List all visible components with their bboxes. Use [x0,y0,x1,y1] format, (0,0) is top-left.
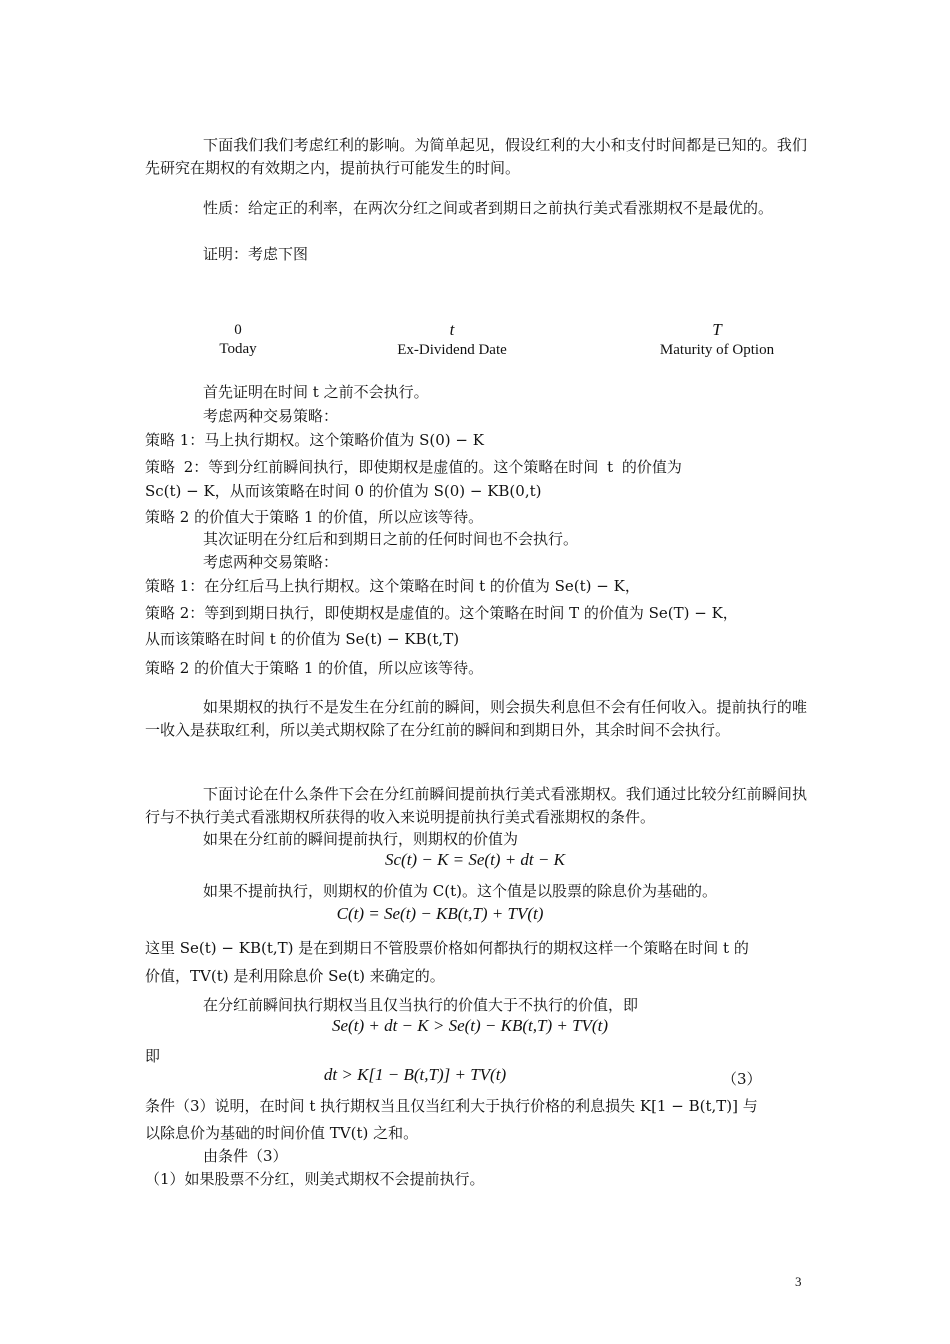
condition-line-b: 以除息价为基础的时间价值 TV(t) 之和。 [145,1124,419,1142]
equation-3: Se(t) + dt − K > Se(t) − KB(t,T) + TV(t) [332,1016,608,1035]
part2-strategy1: 策略 1：在分红后马上执行期权。这个策略在时间 t 的价值为 Se(t) − K， [145,577,640,595]
part2-strategy2a: 策略 2：等到到期日执行，即使期权是虚值的。这个策略在时间 T 的价值为 Se(T) − K， [145,604,738,622]
timeline-point-0: 0 Today [219,322,257,357]
part2-conclusion: 策略 2 的价值大于策略 1 的价值，所以应该等待。 [145,659,484,677]
part2-line2: 考虑两种交易策略： [203,553,339,571]
part1-strategy2a: 策略 2：等到分红前瞬间执行，即使期权是虚值的。这个策略在时间 t 的价值为 [145,458,682,476]
no-early-line: 如果不提前执行，则期权的价值为 C(t)。这个值是以股票的除息价为基础的。 [203,882,717,900]
part1-line2: 考虑两种交易策略： [203,407,339,425]
loss-paragraph: 如果期权的执行不是发生在分红前的瞬间，则会损失利息但不会有任何收入。提前执行的唯一收入是获取红利，所以美式期权除了在分红前的瞬间和到期日外，其余时间不会执行。 [145,698,807,739]
part1-conclusion: 策略 2 的价值大于策略 1 的价值，所以应该等待。 [145,508,484,526]
equation-4-number: （3） [722,1070,762,1088]
item-1: （1）如果股票不分红，则美式期权不会提前执行。 [145,1170,485,1188]
equation-1: Sc(t) − K = Se(t) + dt − K [385,850,565,869]
by-condition-line: 由条件（3） [203,1147,288,1165]
part1-line1: 首先证明在时间 t 之前不会执行。 [203,383,429,401]
equation-2: C(t) = Se(t) − KB(t,T) + TV(t) [336,904,544,923]
where-line-b: 价值，TV(t) 是利用除息价 Se(t) 来确定的。 [145,967,445,985]
equation-4: dt > K[1 − B(t,T)] + TV(t) [323,1065,507,1084]
early-exercise-line: 如果在分红前的瞬间提前执行，则期权的价值为 [203,830,519,848]
intro-paragraph: 下面我们我们考虑红利的影响。为简单起见，假设红利的大小和支付时间都是已知的。我们先研究在期权的有效期之内，提前执行可能发生的时间。 [145,136,807,177]
proof-line: 证明：考虑下图 [203,245,309,263]
part1-strategy2b: Sc(t) − K，从而该策略在时间 0 的价值为 S(0) − KB(0,t) [145,482,542,500]
part2-strategy2b: 从而该策略在时间 t 的价值为 Se(t) − KB(t,T) [145,630,460,648]
ji-line: 即 [145,1047,161,1065]
iff-line: 在分红前瞬间执行期权当且仅当执行的价值大于不执行的价值，即 [203,996,639,1014]
timeline-point-T: T Maturity of Option [659,320,775,358]
condition-paragraph: 下面讨论在什么条件下会在分红前瞬间提前执行美式看涨期权。我们通过比较分红前瞬间执行与不执行美式看涨期权所获得的收入来说明提前执行美式看涨期权的条件。 [145,785,807,826]
where-line-a: 这里 Se(t) − KB(t,T) 是在到期日不管股票价格如何都执行的期权这样一个策略在时间 t 的 [145,939,749,957]
part2-line1: 其次证明在分红后和到期日之前的任何时间也不会执行。 [203,530,579,548]
timeline-point-t: t Ex-Dividend Date [397,320,507,358]
property-paragraph: 性质：给定正的利率，在两次分红之间或者到期日之前执行美式看涨期权不是最优的。 [203,199,774,217]
part1-strategy1: 策略 1：马上执行期权。这个策略价值为 S(0) − K [145,431,484,449]
page-number: 3 [795,1274,802,1289]
condition-line-a: 条件（3）说明，在时间 t 执行期权当且仅当红利大于执行价格的利息损失 K[1 − B(t,T)] 与 [145,1097,758,1115]
